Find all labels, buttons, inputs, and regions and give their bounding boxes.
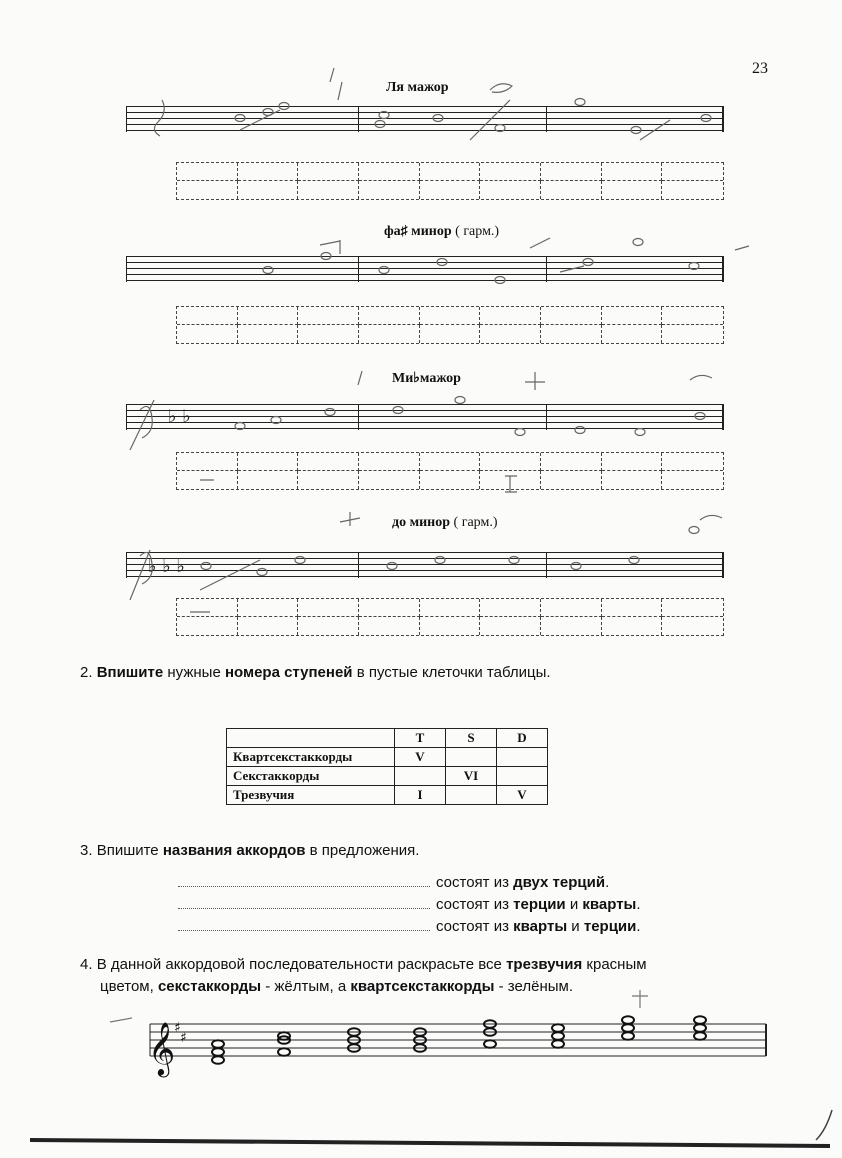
cell-s[interactable]: VI [446,767,497,786]
key-title-f-sharp-minor: фа♯ минор ( гарм.) [384,224,500,239]
chord [552,1024,564,1048]
sharp-sign: ♯ [174,1020,181,1036]
flat-sign: ♭ ♭ ♭ [148,556,185,577]
fill-in-line[interactable]: состоят из терции и кварты. [178,896,641,913]
chord [622,1016,634,1040]
page-number: 23 [752,60,768,77]
row-label: Секстаккорды [227,767,395,786]
fill-in-line[interactable]: состоят из двух терций. [178,874,609,891]
fill-in-line[interactable]: состоят из кварты и терции. [178,918,641,935]
table-header-d: D [497,729,548,748]
treble-clef-icon: 𝄞 [148,1021,176,1075]
key-title-e-flat-major: Ми♭мажор [392,371,461,386]
key-title-a-major: Ля мажор [386,80,449,95]
task-4-text: 4. В данной аккордовой последовательности раскрасьте все трезвучия красным [80,956,647,973]
cell-t[interactable]: I [395,786,446,805]
row-label: Квартсекстаккорды [227,748,395,767]
table-header-s: S [446,729,497,748]
sharp-sign: ♯ [180,1030,187,1046]
chord [212,1040,224,1064]
chord [278,1032,290,1056]
flat-sign: ♭ ♭ [168,406,191,427]
row-label: Трезвучия [227,786,395,805]
key-title-c-minor: до минор ( гарм.) [392,515,498,530]
task-2-text: 2. Впишите нужные номера ступеней в пустые клеточки таблицы. [80,664,551,681]
cell-d[interactable]: V [497,786,548,805]
cell-t[interactable]: V [395,748,446,767]
chord [694,1016,706,1040]
task-4-text-line2: цветом, секстаккорды - жёлтым, а квартсекстаккорды - зелёным. [100,978,573,995]
table-header-t: T [395,729,446,748]
task-3-text: 3. Впишите названия аккордов в предложения. [80,842,420,859]
